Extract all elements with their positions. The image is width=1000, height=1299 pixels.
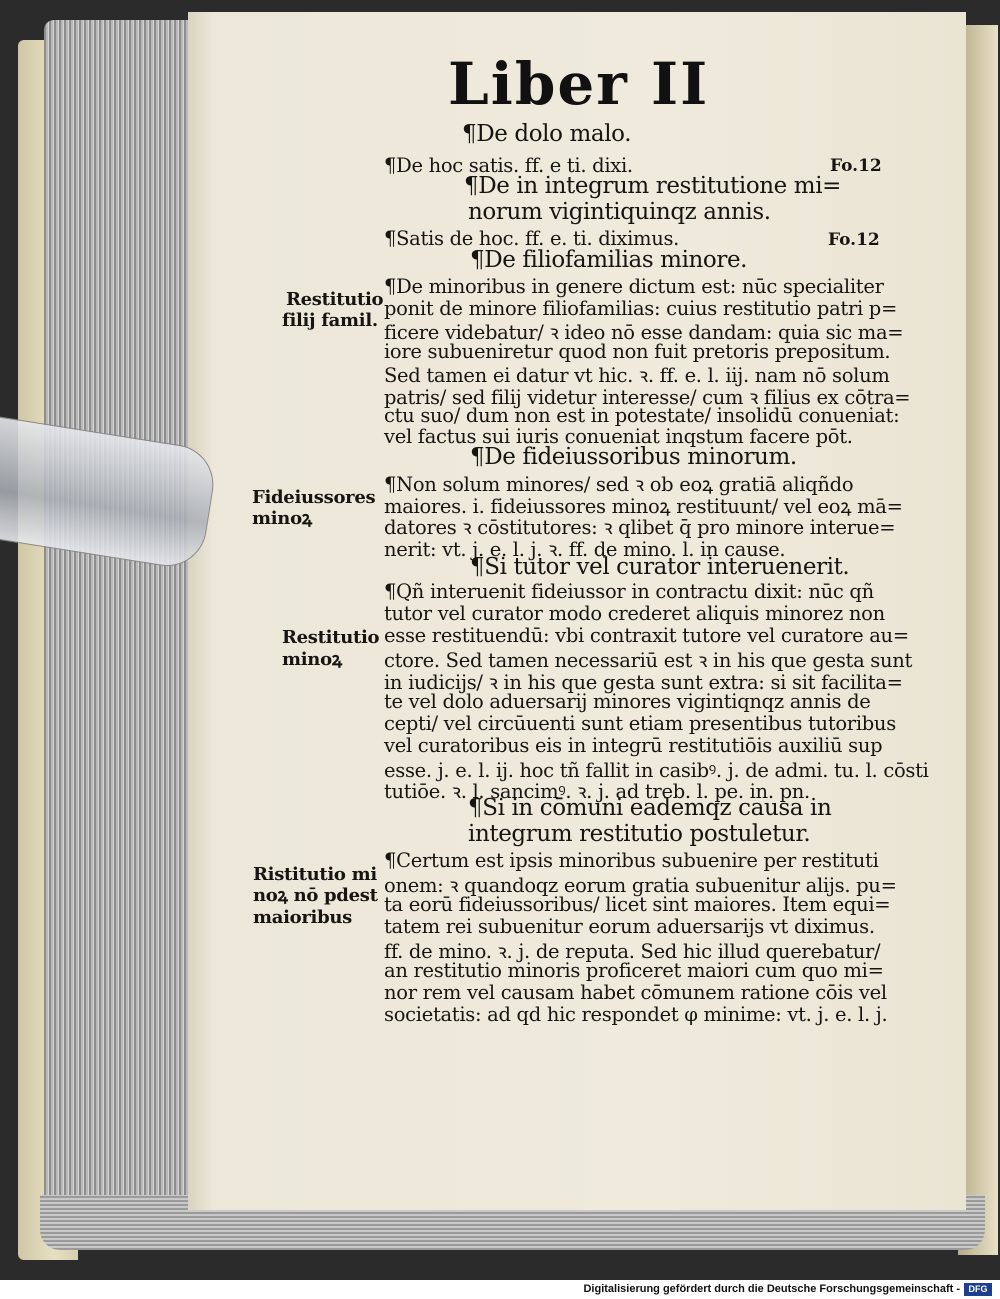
text-line: ctore. Sed tamen necessariū est ꝛ in his que gesta sunt — [384, 649, 913, 672]
text-line: ¶Certum est ipsis minoribus subuenire per restituti — [384, 849, 879, 872]
text-line: societatis: ad qd hic respondet φ minime: vt. j. e. l. j. — [384, 1003, 888, 1026]
page-title: Liber II — [448, 50, 710, 118]
marginal-note: Restitutio — [282, 627, 380, 648]
text-line: nor rem vel causam habet cōmunem ratione cōis vel — [384, 981, 887, 1004]
text-line: onem: ꝛ quandoqz eorum gratia subuenitur alijs. pu= — [384, 874, 897, 897]
text-line: an restitutio minoris proficeret maiori cum quo mi= — [384, 959, 884, 982]
marginal-note: maioribus — [253, 907, 352, 928]
text-line: vel curatoribus eis in integrū restitutiōis auxiliū sup — [384, 734, 883, 757]
marginal-note: Fideiussores — [252, 487, 376, 508]
text-line: cepti/ vel circūuenti sunt etiam presentibus tutoribus — [384, 712, 896, 735]
marginal-note: noꝝ nō pdest — [253, 885, 378, 906]
text-line: ¶Non solum minores/ sed ꝛ ob eoꝝ gratiā aliqñdo — [384, 473, 854, 496]
folio-reference: Fo.12 — [830, 156, 882, 176]
marginal-note: filij famil. — [282, 310, 378, 331]
text-line: tutor vel curator modo crederet aliquis minorez non — [384, 602, 885, 625]
text-line: ficere videbatur/ ꝛ ideo nō esse dandam: quia sic ma= — [384, 321, 904, 344]
folio-reference: Fo.12 — [828, 230, 880, 250]
text-line: ¶Qñ interuenit fideiussor in contractu dixit: nūc qñ — [384, 580, 874, 603]
heading-de-dolo-malo: ¶De dolo malo. — [462, 121, 632, 147]
text-line: ctu suo/ dum non est in potestate/ insolidū conueniat: — [384, 404, 900, 427]
footer — [0, 1280, 1000, 1299]
marginal-note: minoꝝ — [252, 508, 312, 529]
footer-credit: Digitalisierung gefördert durch die Deutsche Forschungsgemeinschaft - — [583, 1283, 960, 1295]
heading-fideiussoribus: ¶De fideiussoribus minorum. — [470, 444, 797, 470]
text-line: maiores. i. fideiussores minoꝝ restituunt/ vel eoꝝ mā= — [384, 495, 903, 518]
text-line: esse. j. e. l. ij. hoc tñ fallit in casibꝰ. j. de admi. tu. l. cōsti — [384, 759, 929, 782]
marginal-note: minoꝝ — [282, 649, 342, 670]
text-line: iore subueniretur quod non fuit pretoris prepositum. — [384, 340, 891, 363]
dfg-logo: DFG — [964, 1283, 992, 1296]
text-line: tatem rei subuenitur eorum aduersarijs vt diximus. — [384, 915, 875, 938]
heading-in-communi: ¶Si in cōmuni eademqz causa in — [468, 795, 832, 821]
text-line: ff. de mino. ꝛ. j. de reputa. Sed hic illud querebatur/ — [384, 940, 881, 963]
text-line: ponit de minore filiofamilias: cuius restitutio patri p= — [384, 297, 898, 320]
text-line: in iudicijs/ ꝛ in his que gesta sunt extra: si sit facilita= — [384, 671, 903, 694]
heading-in-communi-cont: integrum restitutio postuletur. — [468, 821, 811, 847]
heading-restitutione-cont: norum vigintiquinqz annis. — [468, 199, 771, 225]
text-line: tutiōe. ꝛ. l. sancimꝰ. ꝛ. j. ad treb. l. pe. in. pn. — [384, 780, 810, 803]
text-line: ta eorū fideiussoribus/ licet sint maiores. Item equi= — [384, 893, 891, 916]
text-line: ¶Satis de hoc. ff. e. ti. diximus. — [384, 227, 680, 250]
text-line: esse restituendū: vbi contraxit tutore vel curatore au= — [384, 624, 909, 647]
heading-restitutione: ¶De in integrum restitutione mi= — [464, 173, 842, 199]
page-block-edge — [44, 20, 194, 1215]
heading-filiofamilias: ¶De filiofamilias minore. — [470, 247, 748, 273]
text-line: patris/ sed filij videtur interesse/ cum ꝛ filius ex cōtra= — [384, 386, 911, 409]
text-line: ¶De hoc satis. ff. e ti. dixi. — [384, 154, 633, 177]
text-line: Sed tamen ei datur vt hic. ꝛ. ff. e. l. iij. nam nō solum — [384, 364, 890, 387]
marginal-note: Restitutio — [286, 289, 384, 310]
text-line: datores ꝛ cōstitutores: ꝛ qlibet q̄ pro minore interue= — [384, 516, 896, 539]
text-line: ¶De minoribus in genere dictum est: nūc specialiter — [384, 275, 884, 298]
text-line: te vel dolo aduersarij minores vigintiqnqz annis de — [384, 690, 871, 713]
heading-tutor-curator: ¶Si tutor vel curator interuenerit. — [470, 554, 850, 580]
text-line: vel factus sui iuris conueniat inqstum facere pōt. — [384, 425, 853, 448]
text-line: nerit: vt. j. e. l. j. ꝛ. ff. de mino. l. in cause. — [384, 538, 786, 561]
marginal-note: Ristitutio mi — [253, 864, 377, 885]
